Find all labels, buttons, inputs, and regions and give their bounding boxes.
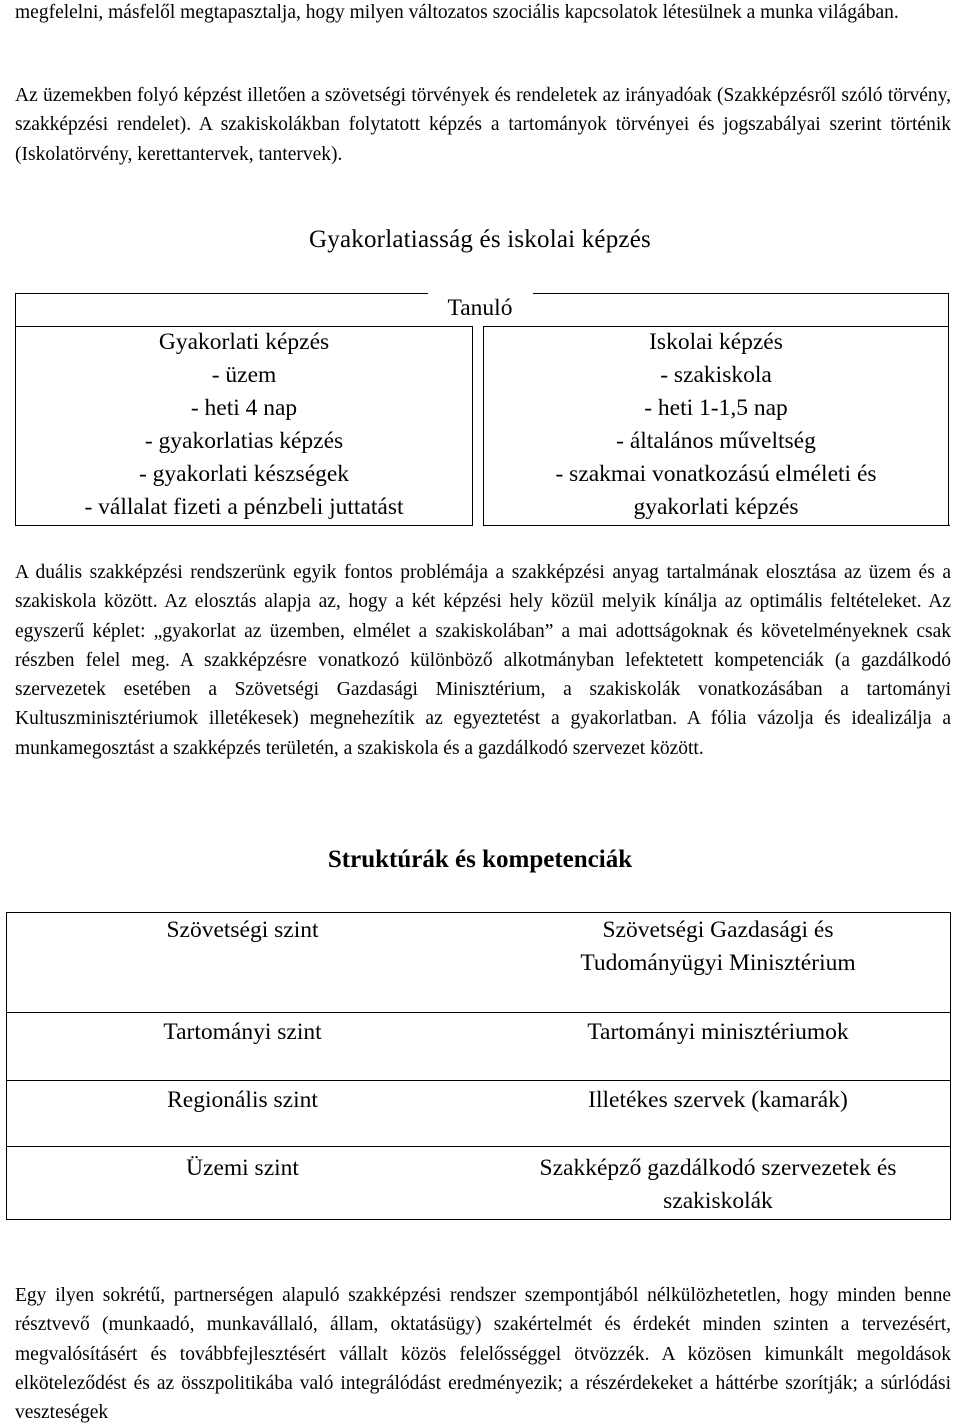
left-item: - heti 4 nap — [190, 395, 298, 421]
authority-federal: Szövetségi Gazdasági és Tudományügyi Minisztérium — [580, 917, 856, 976]
left-item: - üzem — [211, 362, 277, 388]
level-state: Tartományi szint — [163, 1019, 322, 1045]
final-paragraph: Egy ilyen sokrétű, partnerségen alapuló szakképzési rendszer szempontjából nélkülözhetetlen, hogy minden benne résztvevő (munkaadó, munkavállaló, állam, oktatásügy) szakértelmét és érdekét minden szinten a tervezésért, megvalósításért és továbbfejlesztésért vállalt közös felelősséggel ötvözzék. A közösen kimunkált megoldások elköteleződést és az összpolitikába való integrálódást eredményezik; a részérdekeket a háttérbe szorítják; a súrlódási veszteségek — [15, 1285, 951, 1424]
right-item: - szakiskola — [660, 362, 772, 388]
right-column-header: Iskolai képzés — [649, 329, 783, 355]
left-item: - gyakorlati készségek — [138, 461, 350, 487]
figure1-top-label: Tanuló — [447, 295, 513, 321]
intro-paragraph-1: megfelelni, másfelől megtapasztalja, hogy milyen változatos szociális kapcsolatok létesülnek a munka világában. — [15, 2, 899, 23]
level-regional: Regionális szint — [167, 1087, 318, 1113]
left-column-header: Gyakorlati képzés — [158, 329, 330, 355]
level-company: Üzemi szint — [186, 1155, 299, 1181]
figure1-left-column — [15, 326, 473, 524]
level-federal: Szövetségi szint — [166, 917, 319, 943]
figure1-title: Gyakorlatiasság és iskolai képzés — [309, 226, 651, 253]
left-item: - vállalat fizeti a pénzbeli juttatást — [84, 494, 404, 520]
left-item: - gyakorlatias képzés — [144, 428, 344, 454]
figure1-right-column — [483, 326, 949, 524]
authority-state: Tartományi minisztériumok — [587, 1019, 849, 1045]
right-item: - általános műveltség — [616, 428, 816, 454]
right-item: - heti 1-1,5 nap — [644, 395, 788, 421]
intro-paragraph-2: Az üzemekben folyó képzést illetően a szövetségi törvények és rendeletek az irányadóak (Szakképzésről szóló törvény, szakképzési rendelet). A szakiskolákban folytatott képzés a tartományok törvényei és jogszabályai szerint történik (Iskolatörvény, kerettantervek, tantervek). — [15, 85, 951, 165]
right-item: gyakorlati képzés — [633, 494, 799, 520]
middle-paragraph: A duális szakképzési rendszerünk egyik fontos problémája a szakképzési anyag tartalmának elosztása az üzem és a szakiskola között. Az elosztás alapja az, hogy a két képzési hely közül melyik kínálja az optimális feltételeket. Az egyszerű képlet: „gyakorlat az üzemben, elmélet a szakiskolában” a mai adottságoknak és követelményeknek csak részben felel meg. A szakképzésre vonatkozó különböző alkotmányban lefektetett kompetenciák (a gazdálkodó szervezetek esetében a Szövetségi Gazdasági Minisztérium, a szakiskolák vonatkozásában a tartományi Kultuszminisztériumok illetékesek) megnehezítik az egyeztetést a gyakorlatban. A fólia vázolja és idealizálja a munkamegosztást a szakképzés területén, a szakiskola és a gazdálkodó szervezet között. — [15, 562, 951, 759]
figure2-title: Struktúrák és kompetenciák — [327, 846, 633, 873]
authority-company: Szakképző gazdálkodó szervezetek és szakiskolák — [539, 1155, 897, 1214]
right-item: - szakmai vonatkozású elméleti és — [555, 461, 877, 487]
authority-regional: Illetékes szervek (kamarák) — [588, 1087, 848, 1113]
